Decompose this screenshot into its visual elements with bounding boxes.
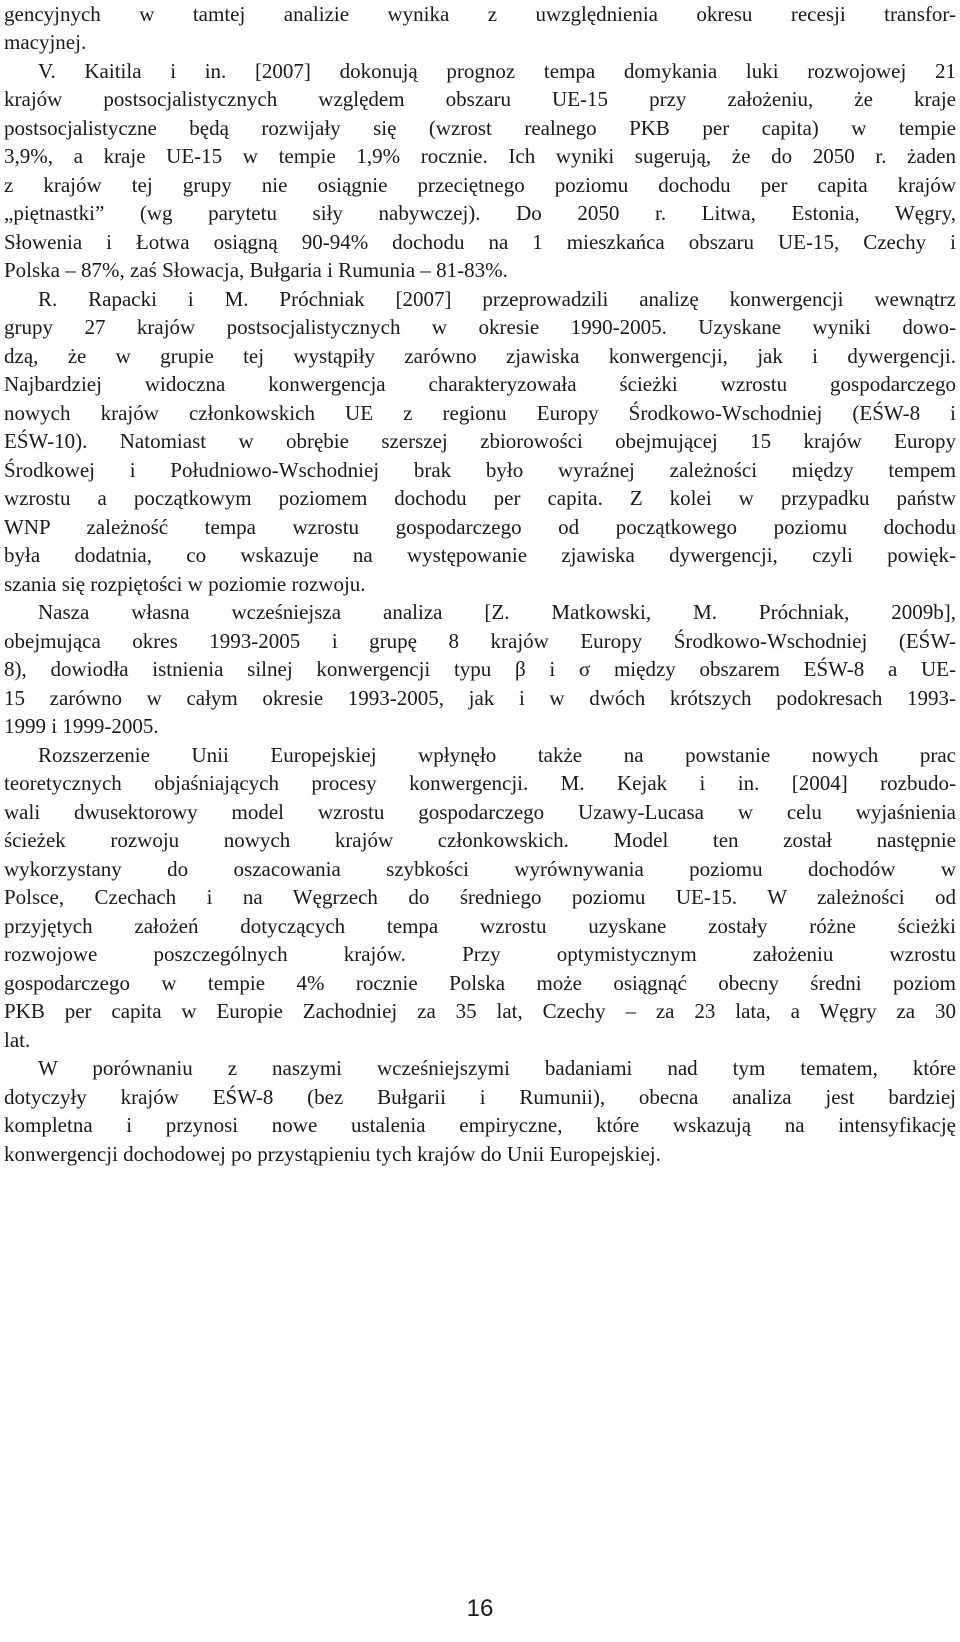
page-number: 16 <box>466 1595 494 1622</box>
text-line: wali dwusektorowy model wzrostu gospodarczego Uzawy-Lucasa w celu wyjaśnienia <box>4 800 956 824</box>
text-line: Polska – 87%, zaś Słowacja, Bułgaria i Rumunia – 81-83%. <box>4 258 508 282</box>
text-line: „piętnastki” (wg parytetu siły nabywczej). Do 2050 r. Litwa, Estonia, Węgry, <box>4 201 956 225</box>
text-line: Słowenia i Łotwa osiągną 90-94% dochodu na 1 mieszkańca obszaru UE-15, Czechy i <box>4 230 956 254</box>
text-line: grupy 27 krajów postsocjalistycznych w okresie 1990-2005. Uzyskane wyniki dowo- <box>4 315 956 339</box>
text-line: Polsce, Czechach i na Węgrzech do średniego poziomu UE-15. W zależności od <box>4 885 956 909</box>
text-line: EŚW-10). Natomiast w obrębie szerszej zbiorowości obejmującej 15 krajów Europy <box>4 429 956 453</box>
text-line: gospodarczego w tempie 4% rocznie Polska może osiągnąć obecny średni poziom <box>4 971 956 995</box>
text-line: lat. <box>4 1028 31 1052</box>
text-line: 1999 i 1999-2005. <box>4 714 159 738</box>
text-line: macyjnej. <box>4 30 87 54</box>
text-line: rozwojowe poszczególnych krajów. Przy optymistycznym założeniu wzrostu <box>4 942 956 966</box>
text-line: szania się rozpiętości w poziomie rozwoju. <box>4 572 366 596</box>
text-line: obejmująca okres 1993-2005 i grupę 8 krajów Europy Środkowo-Wschodniej (EŚW- <box>4 629 956 653</box>
text-line: R. Rapacki i M. Próchniak [2007] przeprowadzili analizę konwergencji wewnątrz <box>38 287 956 311</box>
text-line: 15 zarówno w całym okresie 1993-2005, jak i w dwóch krótszych podokresach 1993- <box>4 686 956 710</box>
text-line: z krajów tej grupy nie osiągnie przeciętnego poziomu dochodu per capita krajów <box>4 173 956 197</box>
text-line: gencyjnych w tamtej analizie wynika z uwzględnienia okresu recesji transfor- <box>4 2 956 26</box>
text-line: PKB per capita w Europie Zachodniej za 35 lat, Czechy – za 23 lata, a Węgry za 30 <box>4 999 956 1023</box>
text-line: dotyczyły krajów EŚW-8 (bez Bułgarii i Rumunii), obecna analiza jest bardziej <box>4 1085 956 1109</box>
text-line: nowych krajów członkowskich UE z regionu Europy Środkowo-Wschodniej (EŚW-8 i <box>4 401 956 425</box>
text-line: Rozszerzenie Unii Europejskiej wpłynęło także na powstanie nowych prac <box>38 743 956 767</box>
text-line: postsocjalistyczne będą rozwijały się (wzrost realnego PKB per capita) w tempie <box>4 116 956 140</box>
text-line: była dodatnia, co wskazuje na występowanie zjawiska dywergencji, czyli powięk- <box>4 543 956 567</box>
text-line: krajów postsocjalistycznych względem obszaru UE-15 przy założeniu, że kraje <box>4 87 956 111</box>
text-line: Nasza własna wcześniejsza analiza [Z. Matkowski, M. Próchniak, 2009b], <box>38 600 956 624</box>
text-line: WNP zależność tempa wzrostu gospodarczego od początkowego poziomu dochodu <box>4 515 956 539</box>
text-line: Środkowej i Południowo-Wschodniej brak było wyraźnej zależności między tempem <box>4 458 956 482</box>
text-line: wzrostu a początkowym poziomem dochodu per capita. Z kolei w przypadku państw <box>4 486 956 510</box>
text-line: dzą, że w grupie tej wystąpiły zarówno zjawiska konwergencji, jak i dywergencji. <box>4 344 956 368</box>
text-line: Najbardziej widoczna konwergencja charakteryzowała ścieżki wzrostu gospodarczego <box>4 372 956 396</box>
text-line: V. Kaitila i in. [2007] dokonują prognoz tempa domykania luki rozwojowej 21 <box>38 59 956 83</box>
text-line: 8), dowiodła istnienia silnej konwergencji typu β i σ między obszarem EŚW-8 a UE- <box>4 657 956 681</box>
text-line: kompletna i przynosi nowe ustalenia empiryczne, które wskazują na intensyfikację <box>4 1113 956 1137</box>
text-line: przyjętych założeń dotyczących tempa wzrostu uzyskane zostały różne ścieżki <box>4 914 956 938</box>
text-line: teoretycznych objaśniających procesy konwergencji. M. Kejak i in. [2004] rozbudo- <box>4 771 956 795</box>
text-line: wykorzystany do oszacowania szybkości wyrównywania poziomu dochodów w <box>4 857 956 881</box>
text-line: W porównaniu z naszymi wcześniejszymi badaniami nad tym tematem, które <box>38 1056 956 1080</box>
text-line: 3,9%, a kraje UE-15 w tempie 1,9% rocznie. Ich wyniki sugerują, że do 2050 r. żaden <box>4 144 956 168</box>
text-line: konwergencji dochodowej po przystąpieniu tych krajów do Unii Europejskiej. <box>4 1142 661 1166</box>
text-line: ścieżek rozwoju nowych krajów członkowskich. Model ten został następnie <box>4 828 956 852</box>
